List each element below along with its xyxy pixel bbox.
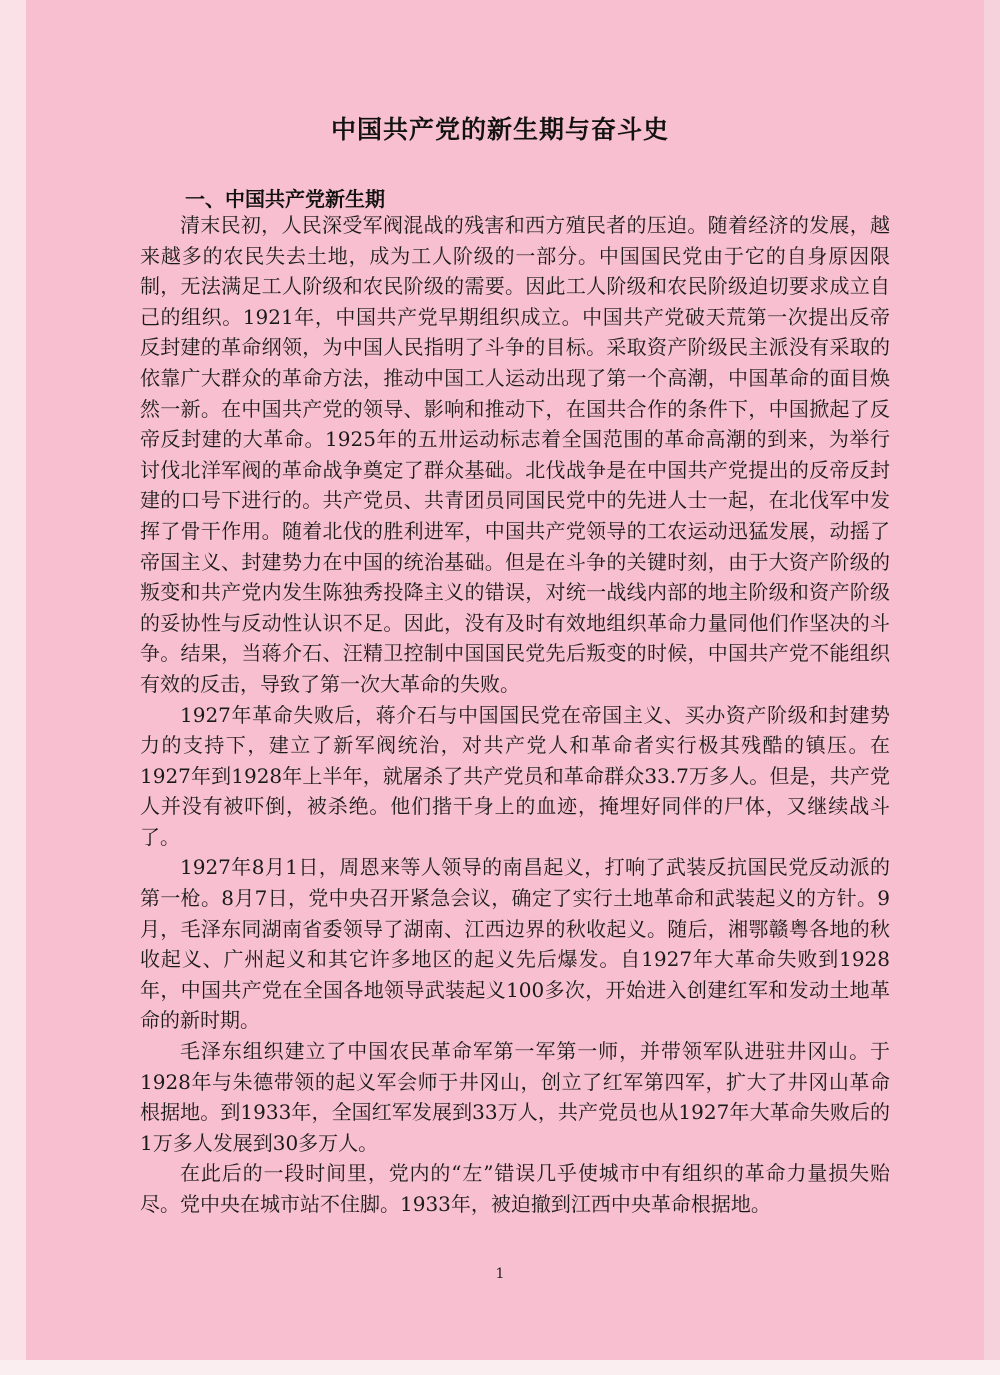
- paragraph: 1927年8月1日，周恩来等人领导的南昌起义，打响了武装反抗国民党反动派的第一枪。8月7日，党中央召开紧急会议，确定了实行土地革命和武装起义的方针。9月，毛泽东同湖南省委领导了湖南、江西边界的秋收起义。随后，湘鄂赣粤各地的秋收起义、广州起义和其它许多地区的起义先后爆发。自1927年大革命失败到1928年，中国共产党在全国各地领导武装起义100多次，开始进入创建红军和发动土地革命的新时期。: [140, 855, 890, 1033]
- scan-bottom-border: [0, 1360, 1000, 1375]
- paragraph: 在此后的一段时间里，党内的“左”错误几乎使城市中有组织的革命力量损失贻尽。党中央在城市站不住脚。1933年，被迫撤到江西中央革命根据地。: [140, 1161, 890, 1216]
- paragraph: 毛泽东组织建立了中国农民革命军第一军第一师，并带领军队进驻井冈山。于1928年与朱德带领的起义军会师于井冈山，创立了红军第四军，扩大了井冈山革命根据地。到1933年，全国红军发展到33万人，共产党员也从1927年大革命失败后的1万多人发展到30多万人。: [140, 1039, 890, 1155]
- document-body: [140, 210, 890, 1220]
- paragraph: 1927年革命失败后，蒋介石与中国国民党在帝国主义、买办资产阶级和封建势力的支持下，建立了新军阀统治，对共产党人和革命者实行极其残酷的镇压。在1927年到1928年上半年，就屠杀了共产党员和革命群众33.7万多人。但是，共产党人并没有被吓倒，被杀绝。他们揩干身上的血迹，掩埋好同伴的尸体，又继续战斗了。: [140, 702, 890, 849]
- paragraph: 清末民初，人民深受军阀混战的残害和西方殖民者的压迫。随着经济的发展，越来越多的农民失去土地，成为工人阶级的一部分。中国国民党由于它的自身原因限制，无法满足工人阶级和农民阶级的需要。因此工人阶级和农民阶级迫切要求成立自己的组织。1921年，中国共产党早期组织成立。中国共产党破天荒第一次提出反帝反封建的革命纲领，为中国人民指明了斗争的目标。采取资产阶级民主派没有采取的依靠广大群众的革命方法，推动中国工人运动出现了第一个高潮，中国革命的面目焕然一新。在中国共产党的领导、影响和推动下，在国共合作的条件下，中国掀起了反帝反封建的大革命。1925年的五卅运动标志着全国范围的革命高潮的到来，为举行讨伐北洋军阀的革命战争奠定了群众基础。北伐战争是在中国共产党提出的反帝反封建的口号下进行的。共产党员、共青团员同国民党中的先进人士一起，在北伐军中发挥了骨干作用。随着北伐的胜利进军，中国共产党领导的工农运动迅猛发展，动摇了帝国主义、封建势力在中国的统治基础。但是在斗争的关键时刻，由于大资产阶级的叛变和共产党内发生陈独秀投降主义的错误，对统一战线内部的地主阶级和资产阶级的妥协性与反动性认识不足。因此，没有及时有效地组织革命力量同他们作坚决的斗争。结果，当蒋介石、汪精卫控制中国国民党先后叛变的时候，中国共产党不能组织有效的反击，导致了第一次大革命的失败。: [140, 213, 890, 696]
- scan-border: [0, 0, 26, 1375]
- section-heading: 一、中国共产党新生期: [185, 187, 385, 211]
- document-title: 中国共产党的新生期与奋斗史: [330, 115, 669, 144]
- page-number: 1: [495, 1266, 505, 1282]
